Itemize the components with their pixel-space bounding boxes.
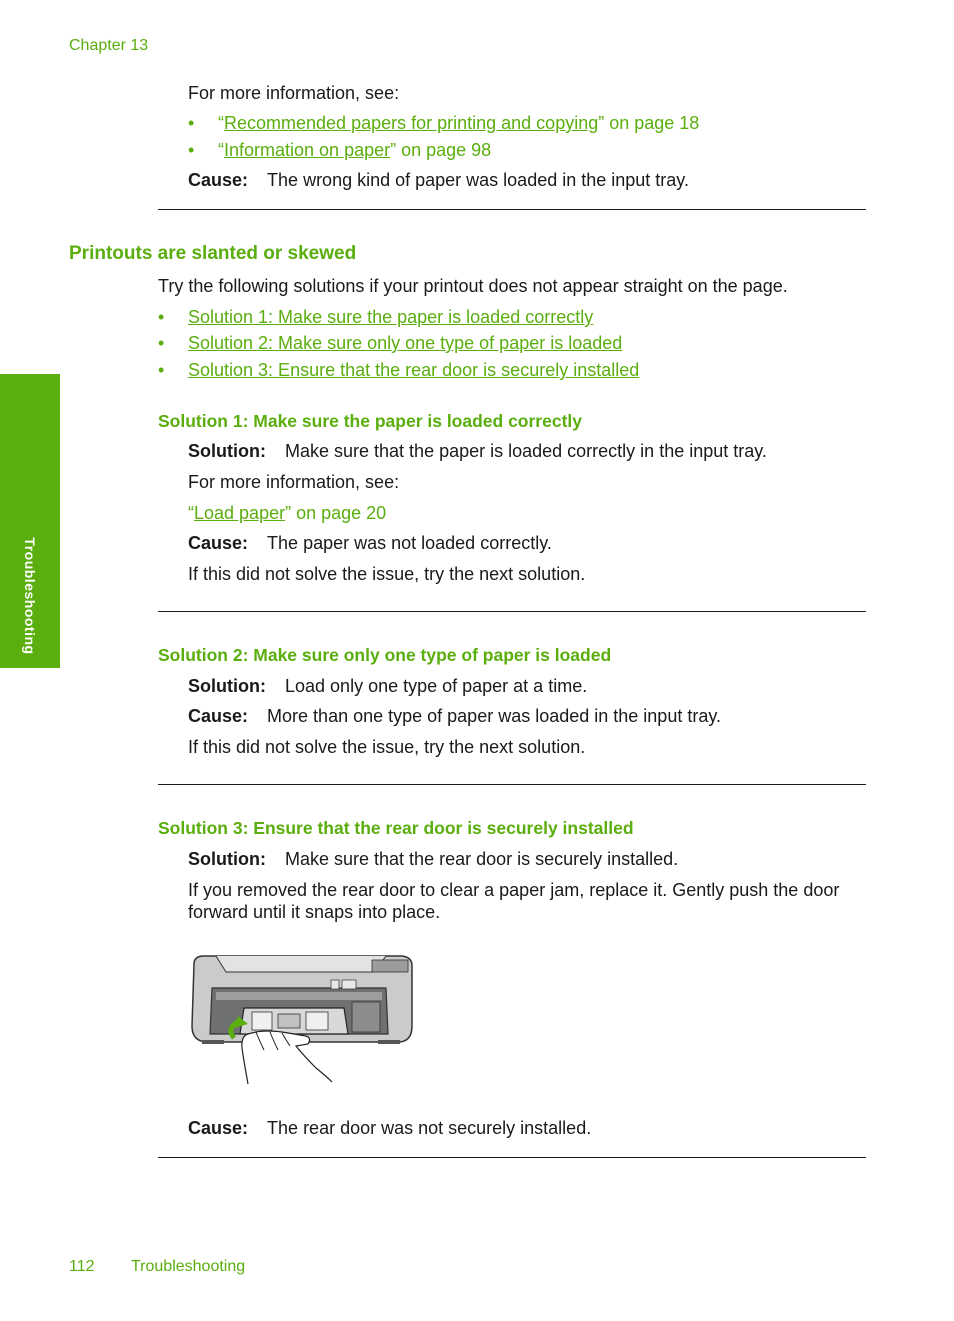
link-load-paper[interactable]: Load paper bbox=[194, 503, 286, 523]
divider bbox=[158, 784, 866, 785]
link-recommended-papers[interactable]: Recommended papers for printing and copying bbox=[224, 113, 599, 133]
cause-label: Cause: bbox=[188, 706, 249, 726]
solution-line bbox=[188, 849, 678, 870]
section-title: Printouts are slanted or skewed bbox=[69, 243, 357, 264]
paragraph-line-2: forward until it snaps into place. bbox=[188, 902, 441, 922]
bullet: • bbox=[188, 113, 195, 133]
cause-label: Cause: bbox=[188, 1118, 249, 1138]
solution-line bbox=[188, 676, 587, 697]
cause-label: Cause: bbox=[188, 170, 249, 190]
cause-label: Cause: bbox=[188, 533, 249, 553]
link-solution-2[interactable]: Solution 2: Make sure only one type of paper is loaded bbox=[188, 333, 623, 353]
printer-rear-door-illustration bbox=[186, 952, 416, 1086]
cause-text: The paper was not loaded correctly. bbox=[267, 533, 552, 553]
solution-2-heading: Solution 2: Make sure only one type of paper is loaded bbox=[158, 645, 612, 665]
divider bbox=[158, 209, 866, 210]
page-number: 112 bbox=[69, 1258, 95, 1275]
chapter-header: Chapter 13 bbox=[69, 37, 149, 54]
divider bbox=[158, 611, 866, 612]
bullet: • bbox=[158, 307, 165, 327]
footer-section: Troubleshooting bbox=[131, 1258, 246, 1275]
more-info-text: For more information, see: bbox=[188, 83, 400, 103]
bullet: • bbox=[188, 140, 195, 160]
next-solution-text: If this did not solve the issue, try the next solution. bbox=[188, 737, 586, 757]
cause-text: The rear door was not securely installed. bbox=[267, 1118, 592, 1138]
solution-label: Solution: bbox=[188, 676, 266, 696]
link-solution-3[interactable]: Solution 3: Ensure that the rear door is securely installed bbox=[188, 360, 640, 380]
divider bbox=[158, 1157, 866, 1158]
cause-line bbox=[188, 533, 552, 554]
bullet: • bbox=[158, 333, 165, 353]
next-solution-text: If this did not solve the issue, try the next solution. bbox=[188, 564, 586, 584]
reference-item: “Load paper” on page 20 bbox=[188, 503, 387, 523]
section-intro: Try the following solutions if your printout does not appear straight on the page. bbox=[158, 276, 788, 296]
side-tab-label: Troubleshooting bbox=[22, 537, 38, 655]
solution-line bbox=[188, 441, 767, 462]
reference-item: “Information on paper” on page 98 bbox=[218, 140, 492, 160]
solution-3-heading: Solution 3: Ensure that the rear door is securely installed bbox=[158, 818, 634, 838]
more-info-text: For more information, see: bbox=[188, 472, 400, 492]
link-solution-1[interactable]: Solution 1: Make sure the paper is loaded correctly bbox=[188, 307, 594, 327]
link-information-on-paper[interactable]: Information on paper bbox=[224, 140, 391, 160]
solution-1-heading: Solution 1: Make sure the paper is loaded correctly bbox=[158, 411, 583, 431]
cause-text: The wrong kind of paper was loaded in the input tray. bbox=[267, 170, 689, 190]
bullet: • bbox=[158, 360, 165, 380]
cause-text: More than one type of paper was loaded in the input tray. bbox=[267, 706, 722, 726]
solution-label: Solution: bbox=[188, 441, 266, 461]
cause-line bbox=[188, 170, 689, 191]
reference-item: “Recommended papers for printing and copying” on page 18 bbox=[218, 113, 700, 133]
paragraph-line-1: If you removed the rear door to clear a paper jam, replace it. Gently push the door bbox=[188, 880, 840, 900]
solution-text: Make sure that the paper is loaded correctly in the input tray. bbox=[285, 441, 767, 461]
solution-text: Make sure that the rear door is securely installed. bbox=[285, 849, 679, 869]
solution-text: Load only one type of paper at a time. bbox=[285, 676, 588, 696]
cause-line bbox=[188, 1118, 591, 1139]
solution-label: Solution: bbox=[188, 849, 266, 869]
cause-line bbox=[188, 706, 721, 727]
